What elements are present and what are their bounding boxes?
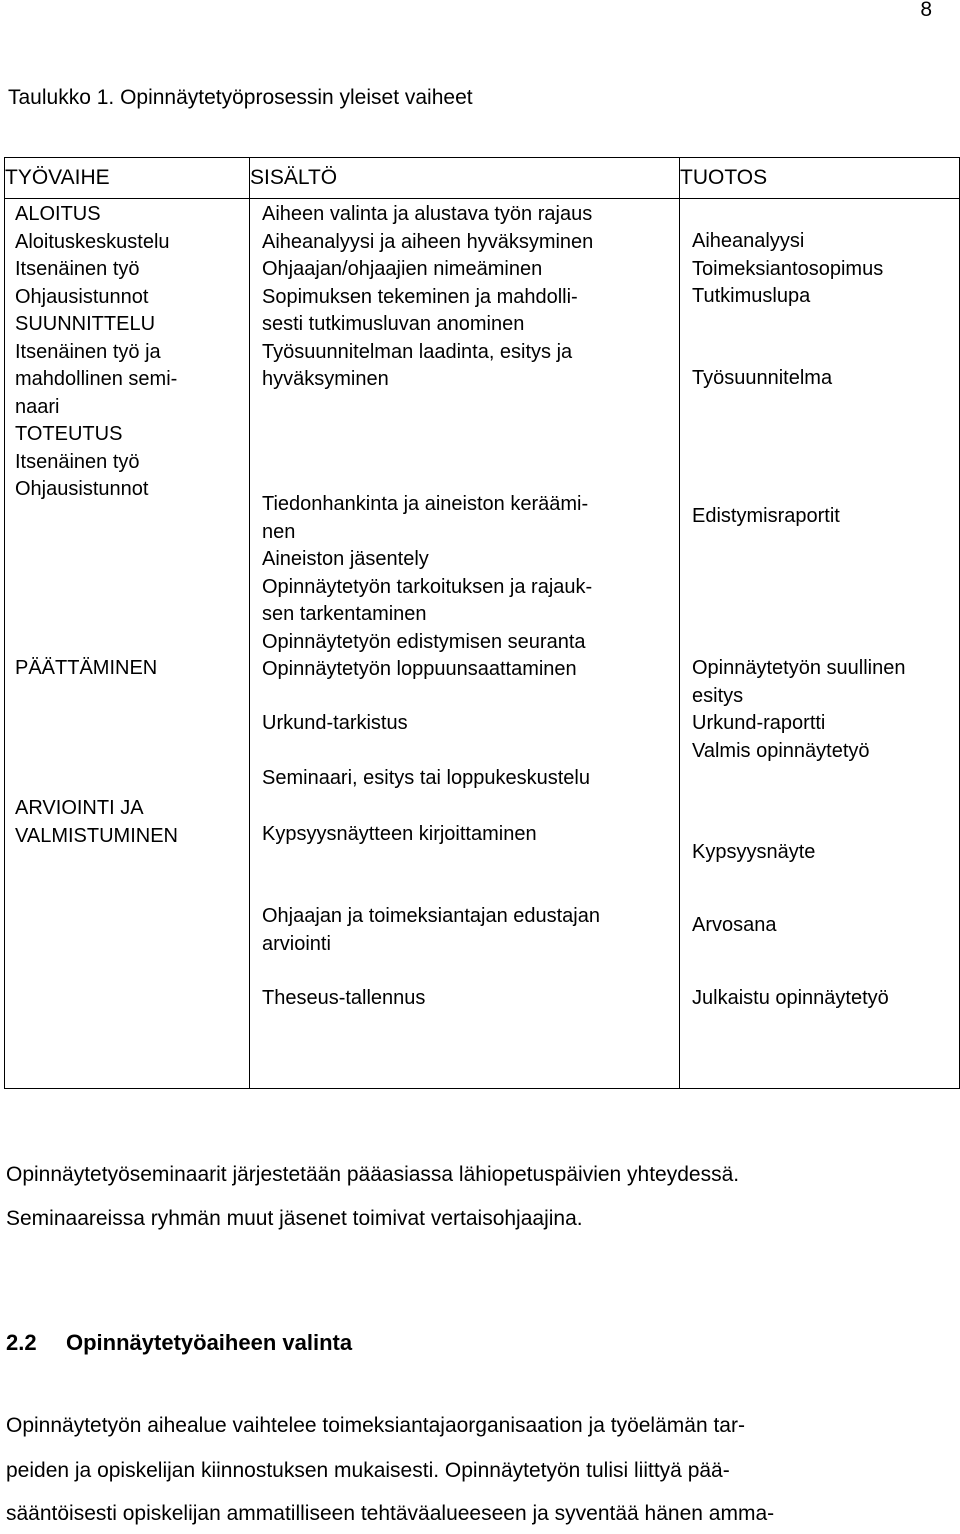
phase-line: PÄÄTTÄMINEN <box>15 657 158 679</box>
content-line: sesti tutkimusluvan anominen <box>262 313 525 335</box>
table-caption: Taulukko 1. Opinnäytetyöprosessin yleiset vaiheet <box>8 86 473 109</box>
content-line: Theseus-tallennus <box>262 987 426 1009</box>
content-line: Ohjaajan/ohjaajien nimeäminen <box>262 258 543 280</box>
phase-line: Itsenäinen työ <box>15 258 140 280</box>
output-line: Kypsyysnäyte <box>692 841 816 863</box>
body-text-line: Opinnäytetyöseminaarit järjestetään pääasiassa lähiopetuspäivien yhteydessä. <box>6 1163 740 1186</box>
output-column <box>680 199 960 1089</box>
content-line: Sopimuksen tekeminen ja mahdolli- <box>262 285 578 308</box>
body-text-line: Seminaareissa ryhmän muut jäsenet toimivat vertaisohjaajina. <box>6 1207 583 1230</box>
output-line: Julkaistu opinnäytetyö <box>692 987 889 1009</box>
phase-line: VALMISTUMINEN <box>15 824 178 847</box>
content-line: Urkund-tarkistus <box>262 712 408 734</box>
section-title: Opinnäytetyöaiheen valinta <box>66 1330 353 1355</box>
output-line: Toimeksiantosopimus <box>692 257 884 280</box>
content-line: Tiedonhankinta ja aineiston keräämi- <box>262 493 589 515</box>
content-line: Opinnäytetyön loppuunsaattaminen <box>262 658 577 680</box>
content-line: Ohjaajan ja toimeksiantajan edustajan <box>262 905 600 927</box>
content-line: Aineiston jäsentely <box>262 548 429 570</box>
output-line: Tutkimuslupa <box>692 285 811 307</box>
content-line: Työsuunnitelman laadinta, esitys ja <box>262 340 573 363</box>
table-header-row <box>5 158 960 199</box>
phase-line: Aloituskeskustelu <box>15 230 170 253</box>
phase-line: TOTEUTUS <box>15 423 123 445</box>
phase-paattaminen <box>15 655 249 683</box>
phase-line: Itsenäinen työ ja <box>15 340 161 363</box>
phase-line: Ohjausistunnot <box>15 478 149 500</box>
phase-arviointi <box>15 795 249 850</box>
header-content: SISÄLTÖ <box>250 158 680 199</box>
phase-column <box>5 199 250 1089</box>
phase-line: Ohjausistunnot <box>15 285 149 308</box>
output-line: Edistymisraportit <box>692 505 840 527</box>
phase-table <box>4 157 960 1089</box>
content-line: Aiheanalyysi ja aiheen hyväksyminen <box>262 230 594 253</box>
table-body-row <box>5 199 960 1089</box>
content-line: hyväksyminen <box>262 368 389 390</box>
body-text-line: peiden ja opiskelijan kiinnostuksen mukaisesti. Opinnäytetyön tulisi liittyä pää- <box>6 1459 730 1482</box>
output-block-1 <box>692 228 959 311</box>
content-line: Kypsyysnäytteen kirjoittaminen <box>262 823 537 845</box>
phase-aloitus <box>15 201 249 504</box>
phase-line: ALOITUS <box>15 203 101 225</box>
output-line: esitys <box>692 684 744 707</box>
content-line: nen <box>262 520 296 543</box>
section-heading <box>6 1330 352 1356</box>
content-block-2 <box>262 491 679 684</box>
phase-line: Itsenäinen työ <box>15 450 140 473</box>
content-line: arviointi <box>262 932 331 955</box>
content-line: Seminaari, esitys tai loppukeskustelu <box>262 767 590 789</box>
body-text-line: sääntöisesti opiskelijan ammatilliseen tehtäväalueeseen ja syventää hänen amma- <box>6 1502 775 1525</box>
output-line: Aiheanalyysi <box>692 230 805 252</box>
header-phase: TYÖVAIHE <box>5 158 250 199</box>
phase-line: ARVIOINTI JA <box>15 797 144 819</box>
content-column <box>250 199 680 1089</box>
content-block-3 <box>262 903 679 958</box>
header-output: TUOTOS <box>680 158 960 199</box>
output-line: Opinnäytetyön suullinen <box>692 657 906 679</box>
phase-line: naari <box>15 395 60 418</box>
phase-line: SUUNNITTELU <box>15 313 156 335</box>
output-line: Urkund-raportti <box>692 712 826 734</box>
content-line: Opinnäytetyön tarkoituksen ja rajauk- <box>262 575 593 598</box>
output-line: Arvosana <box>692 914 777 936</box>
page-number: 8 <box>920 0 932 21</box>
body-text-line: Opinnäytetyön aihealue vaihtelee toimeksiantajaorganisaation ja työelämän tar- <box>6 1414 745 1437</box>
section-number: 2.2 <box>6 1330 37 1355</box>
content-line: Aiheen valinta ja alustava työn rajaus <box>262 203 593 225</box>
output-line: Työsuunnitelma <box>692 367 833 389</box>
content-line: sen tarkentaminen <box>262 603 427 625</box>
content-line: Opinnäytetyön edistymisen seuranta <box>262 630 586 653</box>
content-block-1 <box>262 201 679 394</box>
phase-line: mahdollinen semi- <box>15 368 178 390</box>
output-line: Valmis opinnäytetyö <box>692 739 870 762</box>
output-block-2 <box>692 655 959 765</box>
